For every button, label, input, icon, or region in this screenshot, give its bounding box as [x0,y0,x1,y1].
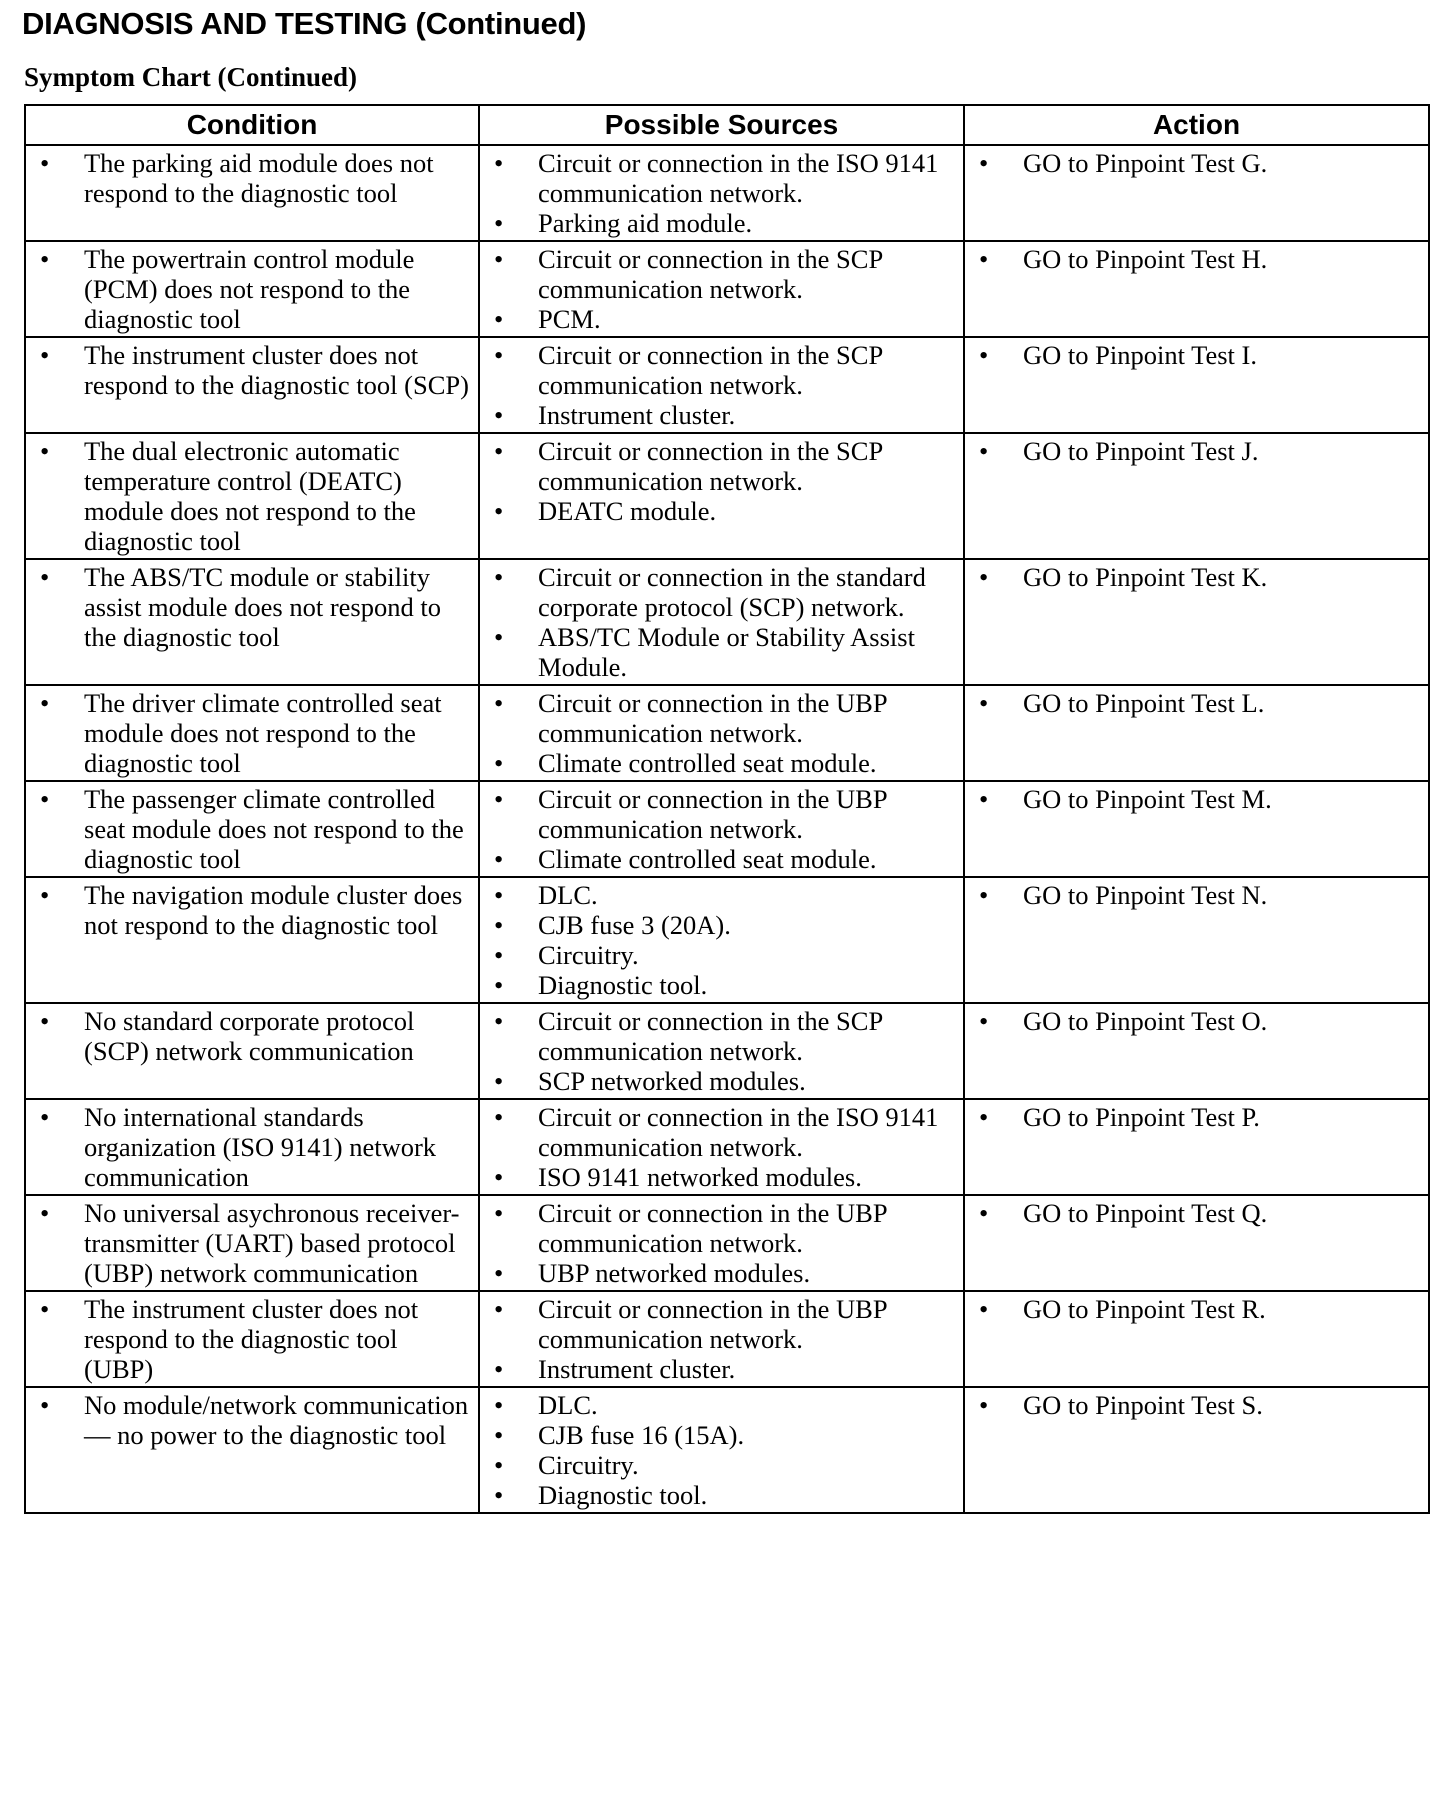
bullet-list [490,148,957,238]
table-row [25,1099,1429,1195]
table-row [25,877,1429,1003]
condition-cell [25,685,479,781]
bullet-list [975,1294,1422,1324]
possible-sources-cell [479,241,964,337]
action-cell [964,241,1429,337]
condition-cell [25,1195,479,1291]
possible-sources-cell [479,433,964,559]
bullet-list [36,244,472,334]
possible-source-item: • Diagnostic tool. [490,970,957,1000]
bullet-list [490,244,957,334]
bullet-list [36,340,472,400]
possible-source-item: • Diagnostic tool. [490,1480,957,1510]
possible-sources-cell [479,1099,964,1195]
action-cell [964,1291,1429,1387]
possible-sources-cell [479,1387,964,1513]
condition-cell [25,1003,479,1099]
action-cell [964,685,1429,781]
action-item: • GO to Pinpoint Test H. [975,244,1422,274]
bullet-list [36,148,472,208]
bullet-list [975,1198,1422,1228]
table-row [25,145,1429,241]
possible-source-item: • ISO 9141 networked modules. [490,1162,957,1192]
condition-cell [25,1099,479,1195]
action-item: • GO to Pinpoint Test M. [975,784,1422,814]
possible-source-item: • Circuit or connection in the UBP communication network. [490,1294,957,1354]
possible-source-item: • CJB fuse 3 (20A). [490,910,957,940]
action-item: • GO to Pinpoint Test G. [975,148,1422,178]
possible-source-item: • UBP networked modules. [490,1258,957,1288]
symptom-chart-table [24,104,1430,1514]
bullet-list [490,1102,957,1192]
condition-item: • The dual electronic automatic temperature control (DEATC) module does not respond to the diagnostic tool [36,436,472,556]
condition-item: • The passenger climate controlled seat module does not respond to the diagnostic tool [36,784,472,874]
condition-item: • No standard corporate protocol (SCP) network communication [36,1006,472,1066]
condition-cell [25,337,479,433]
bullet-list [490,1390,957,1510]
bullet-list [36,562,472,652]
column-header-condition: Condition [25,105,479,145]
bullet-list [36,1390,472,1450]
bullet-list [490,688,957,778]
bullet-list [975,1390,1422,1420]
possible-sources-cell [479,1003,964,1099]
possible-source-item: • ABS/TC Module or Stability Assist Module. [490,622,957,682]
possible-source-item: • Circuitry. [490,940,957,970]
bullet-list [490,436,957,526]
table-header [25,105,1429,145]
possible-source-item: • Climate controlled seat module. [490,748,957,778]
bullet-list [490,340,957,430]
possible-source-item: • Circuit or connection in the UBP communication network. [490,688,957,748]
condition-item: • The ABS/TC module or stability assist module does not respond to the diagnostic tool [36,562,472,652]
bullet-list [490,1198,957,1288]
bullet-list [975,784,1422,814]
bullet-list [490,1006,957,1096]
possible-sources-cell [479,1195,964,1291]
possible-source-item: • Circuit or connection in the SCP communication network. [490,1006,957,1066]
condition-item: • The instrument cluster does not respond to the diagnostic tool (UBP) [36,1294,472,1384]
condition-cell [25,433,479,559]
condition-cell [25,145,479,241]
possible-sources-cell [479,145,964,241]
bullet-list [975,1006,1422,1036]
bullet-list [36,1102,472,1192]
action-item: • GO to Pinpoint Test S. [975,1390,1422,1420]
possible-source-item: • Circuit or connection in the UBP communication network. [490,784,957,844]
condition-item: • The navigation module cluster does not respond to the diagnostic tool [36,880,472,940]
possible-source-item: • DLC. [490,1390,957,1420]
action-cell [964,877,1429,1003]
condition-cell [25,559,479,685]
condition-cell [25,241,479,337]
possible-sources-cell [479,877,964,1003]
bullet-list [36,1006,472,1066]
condition-item: • The powertrain control module (PCM) does not respond to the diagnostic tool [36,244,472,334]
table-row [25,1387,1429,1513]
bullet-list [975,340,1422,370]
action-item: • GO to Pinpoint Test K. [975,562,1422,592]
table-row [25,559,1429,685]
header-row [25,105,1429,145]
bullet-list [975,148,1422,178]
bullet-list [490,562,957,682]
action-cell [964,1387,1429,1513]
table-row [25,1291,1429,1387]
possible-sources-cell [479,337,964,433]
possible-source-item: • Circuit or connection in the SCP communication network. [490,244,957,304]
bullet-list [975,436,1422,466]
possible-source-item: • Circuit or connection in the SCP communication network. [490,340,957,400]
bullet-list [36,880,472,940]
possible-source-item: • DEATC module. [490,496,957,526]
column-header-action: Action [964,105,1429,145]
possible-sources-cell [479,781,964,877]
action-cell [964,781,1429,877]
table-row [25,685,1429,781]
table-row [25,1003,1429,1099]
action-cell [964,433,1429,559]
chart-title: Symptom Chart (Continued) [24,62,358,92]
possible-source-item: • Parking aid module. [490,208,957,238]
column-header-possible-sources: Possible Sources [479,105,964,145]
action-item: • GO to Pinpoint Test J. [975,436,1422,466]
bullet-list [975,1102,1422,1132]
possible-source-item: • DLC. [490,880,957,910]
table-row [25,433,1429,559]
bullet-list [975,688,1422,718]
possible-source-item: • Instrument cluster. [490,1354,957,1384]
action-cell [964,337,1429,433]
condition-item: • The driver climate controlled seat module does not respond to the diagnostic tool [36,688,472,778]
possible-source-item: • Circuit or connection in the standard corporate protocol (SCP) network. [490,562,957,622]
action-cell [964,1195,1429,1291]
possible-sources-cell [479,685,964,781]
condition-item: • The parking aid module does not respond to the diagnostic tool [36,148,472,208]
action-item: • GO to Pinpoint Test Q. [975,1198,1422,1228]
bullet-list [490,784,957,874]
possible-source-item: • Instrument cluster. [490,400,957,430]
action-cell [964,1099,1429,1195]
condition-item: • No international standards organization (ISO 9141) network communication [36,1102,472,1192]
bullet-list [975,244,1422,274]
bullet-list [975,880,1422,910]
condition-cell [25,1291,479,1387]
condition-cell [25,781,479,877]
possible-source-item: • Circuit or connection in the ISO 9141 communication network. [490,1102,957,1162]
action-item: • GO to Pinpoint Test P. [975,1102,1422,1132]
action-item: • GO to Pinpoint Test N. [975,880,1422,910]
table-row [25,1195,1429,1291]
possible-sources-cell [479,1291,964,1387]
condition-item: • The instrument cluster does not respond to the diagnostic tool (SCP) [36,340,472,400]
bullet-list [490,880,957,1000]
table-body [25,145,1429,1513]
table-row [25,781,1429,877]
possible-source-item: • Circuit or connection in the SCP communication network. [490,436,957,496]
bullet-list [36,688,472,778]
bullet-list [36,784,472,874]
table-row [25,337,1429,433]
action-item: • GO to Pinpoint Test R. [975,1294,1422,1324]
action-item: • GO to Pinpoint Test O. [975,1006,1422,1036]
condition-item: • No universal asychronous receiver-transmitter (UART) based protocol (UBP) network communication [36,1198,472,1288]
possible-source-item: • Circuit or connection in the ISO 9141 communication network. [490,148,957,208]
bullet-list [490,1294,957,1384]
condition-cell [25,877,479,1003]
action-item: • GO to Pinpoint Test I. [975,340,1422,370]
action-cell [964,1003,1429,1099]
possible-source-item: • SCP networked modules. [490,1066,957,1096]
possible-source-item: • Circuit or connection in the UBP communication network. [490,1198,957,1258]
page-title: DIAGNOSIS AND TESTING (Continued) [22,6,587,41]
possible-source-item: • PCM. [490,304,957,334]
bullet-list [36,1198,472,1288]
possible-source-item: • Climate controlled seat module. [490,844,957,874]
action-cell [964,145,1429,241]
possible-source-item: • CJB fuse 16 (15A). [490,1420,957,1450]
possible-sources-cell [479,559,964,685]
bullet-list [975,562,1422,592]
action-cell [964,559,1429,685]
action-item: • GO to Pinpoint Test L. [975,688,1422,718]
condition-cell [25,1387,479,1513]
bullet-list [36,1294,472,1384]
condition-item: • No module/network communication — no power to the diagnostic tool [36,1390,472,1450]
bullet-list [36,436,472,556]
table-row [25,241,1429,337]
possible-source-item: • Circuitry. [490,1450,957,1480]
